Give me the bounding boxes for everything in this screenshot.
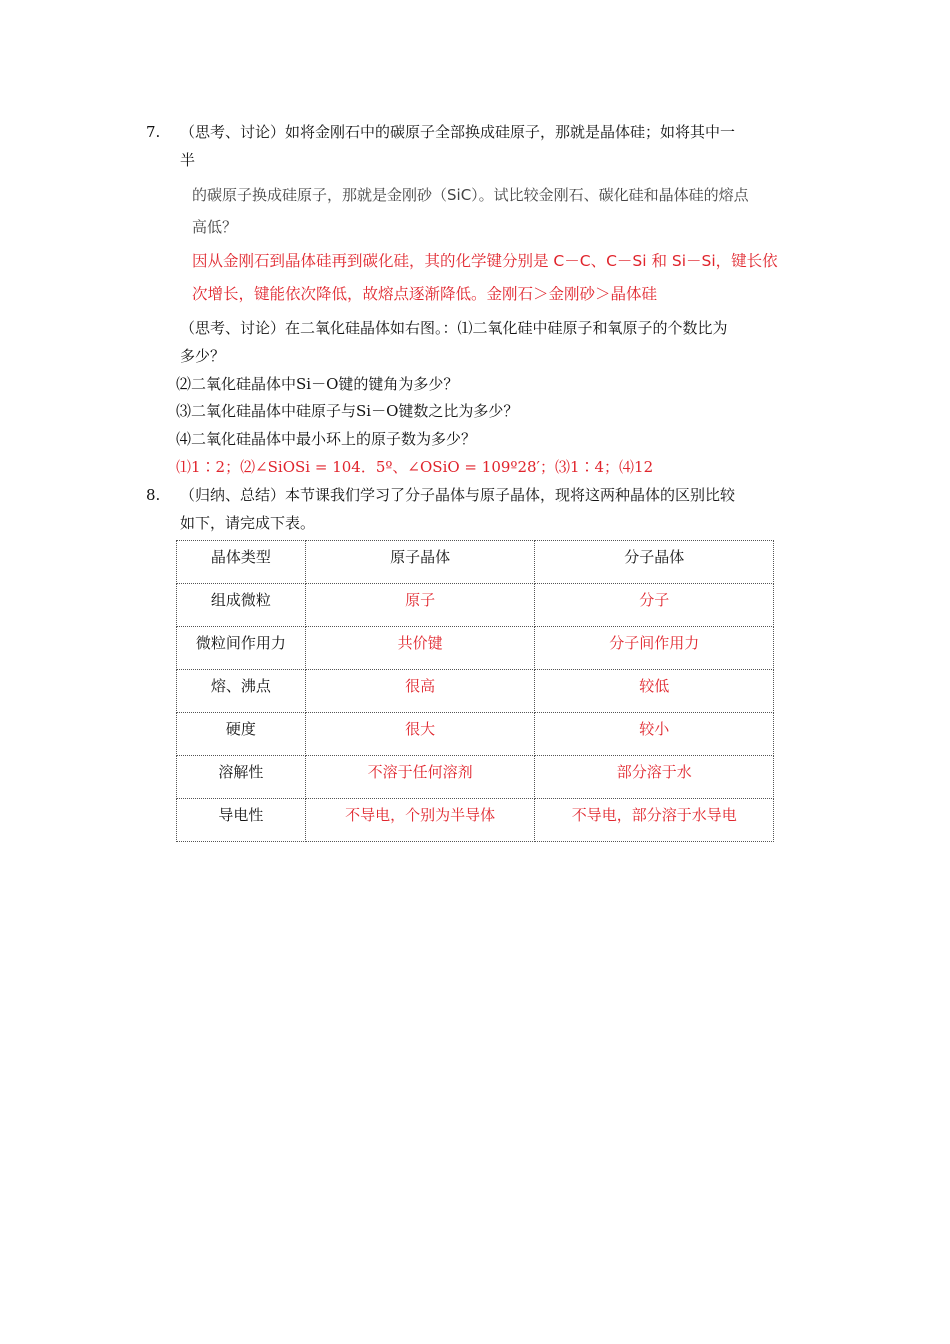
- crystal-comparison-table: [176, 540, 774, 842]
- sio2-question-4: ⑷二氧化硅晶体中最小环上的原子数为多少？: [176, 430, 477, 448]
- atomic-crystal-answer: 不溶于任何溶剂: [305, 756, 535, 799]
- row-label: 微粒间作用力: [177, 627, 306, 670]
- question-7-text-line-1: （思考、讨论）如将金刚石中的碳原子全部换成硅原子，那就是晶体硅；如将其中一: [180, 123, 736, 141]
- question-7-text-line-3: 的碳原子换成硅原子，那就是金刚砂（SiC）。试比较金刚石、碳化硅和晶体硅的熔点: [192, 186, 749, 204]
- sio2-answer: ⑴1∶2；⑵∠SiOSi = 104．5º、∠OSiO = 109º28′；⑶1∶4；⑷12: [176, 458, 654, 476]
- table-row: [177, 799, 774, 842]
- row-label: 组成微粒: [177, 584, 306, 627]
- question-8-text-line-1: （归纳、总结）本节课我们学习了分子晶体与原子晶体，现将这两种晶体的区别比较: [180, 486, 736, 504]
- question-8-text-line-2: 如下，请完成下表。: [180, 514, 316, 532]
- question-7-text-line-2: 半: [180, 151, 196, 169]
- row-label: 溶解性: [177, 756, 306, 799]
- table-header-row: [177, 541, 774, 584]
- question-7-text-line-4: 高低？: [192, 218, 238, 236]
- atomic-crystal-answer: 原子: [305, 584, 535, 627]
- molecular-crystal-answer: 部分溶于水: [535, 756, 774, 799]
- table-header-cell: 晶体类型: [177, 541, 306, 584]
- atomic-crystal-answer: 很大: [305, 713, 535, 756]
- sio2-question-3: ⑶二氧化硅晶体中硅原子与Si－O键数之比为多少？: [176, 402, 519, 420]
- molecular-crystal-answer: 较低: [535, 670, 774, 713]
- row-label: 导电性: [177, 799, 306, 842]
- table-row: [177, 670, 774, 713]
- molecular-crystal-answer: 不导电，部分溶于水导电: [535, 799, 774, 842]
- table-header-cell: 原子晶体: [305, 541, 535, 584]
- atomic-crystal-answer: 不导电，个别为半导体: [305, 799, 535, 842]
- sio2-question-line-2: 多少？: [180, 347, 226, 365]
- sio2-question-line-1: （思考、讨论）在二氧化硅晶体如右图。：⑴二氧化硅中硅原子和氧原子的个数比为: [180, 319, 728, 337]
- molecular-crystal-answer: 分子间作用力: [535, 627, 774, 670]
- question-7-answer-line-2: 次增长，键能依次降低，故熔点逐渐降低。金刚石＞金刚砂＞晶体硅: [192, 285, 658, 303]
- table-row: [177, 584, 774, 627]
- molecular-crystal-answer: 分子: [535, 584, 774, 627]
- question-7-answer-line-1: 因从金刚石到晶体硅再到碳化硅，其的化学键分别是 C－C、C－Si 和 Si－Si，键长依: [192, 252, 778, 270]
- row-label: 熔、沸点: [177, 670, 306, 713]
- table-header-cell: 分子晶体: [535, 541, 774, 584]
- table-row: [177, 756, 774, 799]
- table-row: [177, 713, 774, 756]
- row-label: 硬度: [177, 713, 306, 756]
- atomic-crystal-answer: 很高: [305, 670, 535, 713]
- molecular-crystal-answer: 较小: [535, 713, 774, 756]
- atomic-crystal-answer: 共价键: [305, 627, 535, 670]
- sio2-question-2: ⑵二氧化硅晶体中Si－O键的键角为多少？: [176, 375, 459, 393]
- question-8-number: 8.: [146, 486, 161, 504]
- question-7-number: 7.: [146, 123, 161, 141]
- table-row: [177, 627, 774, 670]
